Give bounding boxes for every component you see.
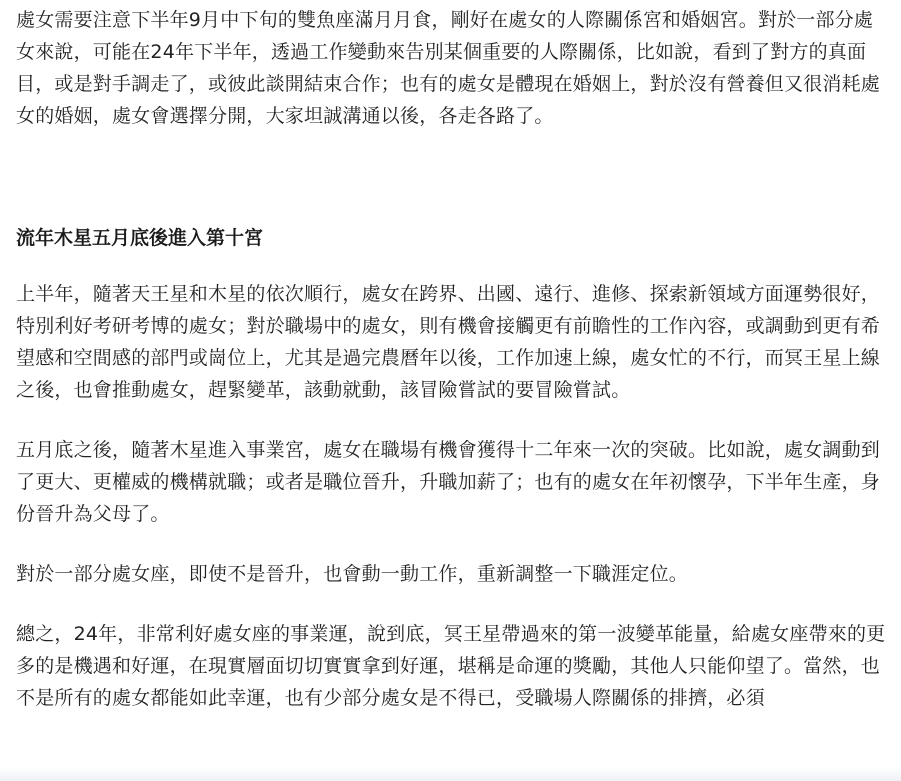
spacer	[16, 254, 890, 278]
bottom-fade	[0, 767, 901, 781]
paragraph-summary: 總之，24年，非常利好處女座的事業運，說到底，冥王星帶過來的第一波變革能量，給處女座帶來的更多的是機遇和好運，在現實層面切切實實拿到好運，堪稱是命運的獎勵，其他人只能仰望了。當然，也不是所有的處女都能如此幸運，也有少部分處女是不得已，受職場人際關係的排擠，必須	[16, 623, 886, 709]
paragraph-lunar-eclipse: 處女需要注意下半年9月中下旬的雙魚座滿月月食，剛好在處女的人際關係宮和婚姻宮。對於一部分處女來說，可能在24年下半年，透過工作變動來告別某個重要的人際關係，比如說，看到了對方的真面目，或是對手調走了，或彼此談開結束合作；也有的處女是體現在婚姻上，對於沒有營養但又很消耗處女的婚姻，處女會選擇分開，大家坦誠溝通以後，各走各路了。	[16, 9, 881, 127]
spacer	[16, 132, 890, 222]
spacer	[16, 590, 890, 618]
section-heading: 流年木星五月底後進入第十宮	[16, 227, 264, 249]
article-body	[16, 0, 890, 714]
paragraph-first-half-year: 上半年，隨著天王星和木星的依次順行，處女在跨界、出國、遠行、進修、探索新領域方面運勢很好，特別利好考研考博的處女；對於職場中的處女，則有機會接觸更有前瞻性的工作內容，或調動到更有希望感和空間感的部門或崗位上，尤其是過完農曆年以後，工作加速上線，處女忙的不行，而冥王星上線之後，也會推動處女，趕緊變革，該動就動，該冒險嘗試的要冒險嘗試。	[16, 283, 881, 401]
spacer	[16, 406, 890, 434]
spacer	[16, 530, 890, 558]
paragraph-job-adjustment: 對於一部分處女座，即使不是晉升，也會動一動工作，重新調整一下職涯定位。	[16, 563, 689, 585]
paragraph-career-breakthrough: 五月底之後，隨著木星進入事業宮，處女在職場有機會獲得十二年來一次的突破。比如說，處女調動到了更大、更權威的機構就職；或者是職位晉升，升職加薪了；也有的處女在年初懷孕，下半年生產，身份晉升為父母了。	[16, 439, 881, 525]
